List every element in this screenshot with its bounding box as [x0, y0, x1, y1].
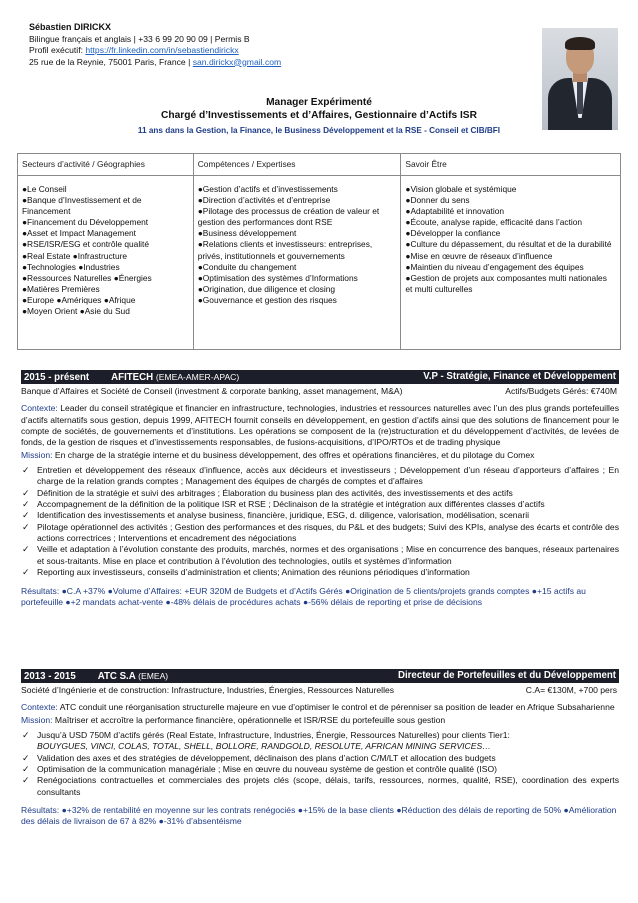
list-item: ●Optimisation des systèmes d’Informations — [197, 272, 358, 283]
job-revenue: C.A= €130M, +700 pers — [525, 685, 617, 695]
job-description: Société d’Ingénierie et de construction: Infrastructure, Industries, Énergies, Ressources Naturelles — [21, 685, 395, 695]
skills-table — [17, 153, 621, 350]
job-mission — [21, 715, 619, 726]
job-period: 2015 - présent — [24, 372, 90, 383]
check-icon: ✓ — [22, 730, 30, 741]
context-text: ATC conduit une réorganisation structurelle majeure en vue d’optimiser le control et de pérenniser sa position de leader en Afrique Subsaharienne — [59, 702, 615, 713]
list-item: ●Matières Premières — [22, 283, 100, 294]
list-item: ●Conduite du changement — [197, 261, 297, 272]
list-item: ●Donner du sens — [405, 195, 470, 206]
list-item: ●Banque d’Investissement et de Financement — [22, 195, 142, 217]
candidate-name: Sébastien DIRICKX — [29, 22, 112, 32]
client-list: BOUYGUES, VINCI, COLAS, TOTAL, SHELL, BOLLORE, RANDGOLD, RESOLUTE, AFRICAN MINING SERVICES… — [37, 741, 491, 752]
list-item: ✓ Définition de la stratégie et suivi des arbitrages ; Élaboration du business plan des activités, des investissements et des actifs — [22, 487, 513, 498]
check-icon: ✓ — [22, 752, 30, 763]
list-item: ✓ Optimisation de la communication managériale ; Mise en œuvre du nouveau système de gestion et contrôle qualité (ISO) — [22, 764, 497, 775]
experience-afitech — [21, 370, 619, 608]
headline — [0, 96, 638, 137]
list-item: ✓ Accompagnement de la définition de la politique ISR et RSE ; Déclinaison de la stratégie et intégration aux différentes classes d’actifs — [22, 499, 545, 510]
job-region: (EMEA) — [138, 671, 169, 681]
list-item: ●Business développement — [197, 228, 297, 239]
list-item: ●Mise en œuvre de réseaux d’influence — [405, 250, 553, 261]
check-icon: ✓ — [22, 499, 30, 510]
list-item: ✓ Renégociations contractuelles et commerciales des projets clés (scope, délais, tarifs, ressources, normes, qualité, RSE), coordination des experts consultants — [22, 775, 619, 797]
skills-header-expertise: Compétences / Expertises — [193, 154, 401, 176]
list-item: ●Adaptabilité et innovation — [405, 206, 505, 217]
results-label: Résultats: — [21, 585, 62, 596]
headline-title: Manager Expérimenté — [266, 97, 372, 108]
list-item: ✓ Veille et adaptation à l’évolution constante des produits, marchés, normes et des organisations ; Mise en concurrence des banques, réseaux partenaires et sous-traitants. Mise en place et contribution à l’évolution des technologies, outils et systèmes d’information — [22, 544, 619, 566]
list-item: ●Origination, due diligence et closing — [197, 283, 336, 294]
skills-header-softskills: Savoir Être — [401, 154, 621, 176]
check-icon: ✓ — [22, 510, 30, 521]
list-item: ●Moyen Orient ●Asie du Sud — [22, 306, 130, 317]
list-item: ●Gouvernance et gestion des risques — [197, 294, 337, 305]
contact-line: Bilingue français et anglais | +33 6 99 20 90 09 | Permis B — [29, 33, 250, 44]
contact-header — [29, 22, 499, 68]
results-text: ●C.A +37% ●Volume d’Affaires: +EUR 320M de Budgets et d’Actifs Gérés ●Origination de 5 clients/projets grands comptes ●+15 actifs au portefeuille ●+2 mandats achat-vente ●-48% délais de procédures achats ●-56% délais de reporting et prise de décisions — [21, 585, 586, 607]
list-item: ●Culture du dépassement, du résultat et de la durabilité — [405, 239, 612, 250]
list-item: ✓ Jusqu’à USD 750M d’actifs gérés (Real Estate, Infrastructure, Industries, Énergie, Ressources Naturelles) pour clients Tier1: BOUYGUES, VINCI, COLAS, TOTAL, SHELL, BOLLORE, RANDGOLD, RESOLUTE, AFRICAN MINING SERVICES… — [22, 730, 510, 752]
results-text: ●+32% de rentabilité en moyenne sur les contrats renégociés ●+15% de la base clients ●Réduction des délais de reporting de 50% ●Amélioration des délais de livraison de 67 à 82% ●-31% d’absentéisme — [21, 805, 617, 827]
check-icon: ✓ — [22, 544, 30, 555]
list-item: ✓ Validation des axes et des stratégies de développement, déclinaison des plans d’action C/M/LT et allocation des budgets — [22, 752, 496, 763]
skills-header-sectors: Secteurs d’activité / Géographies — [18, 154, 194, 176]
job-role: Directeur de Portefeuilles et du Développement — [397, 670, 616, 681]
check-icon: ✓ — [22, 567, 30, 578]
headline-summary: 11 ans dans la Gestion, la Finance, le Business Développement et la RSE - Conseil et CIB/BFI — [137, 125, 501, 135]
list-item: ●Financement du Développement — [22, 217, 149, 228]
results-label: Résultats: — [21, 805, 62, 816]
list-item: ●Ressources Naturelles ●Énergies — [22, 272, 152, 283]
job-role: V.P - Stratégie, Finance et Développement — [423, 371, 616, 382]
list-item: ●Développer la confiance — [405, 228, 501, 239]
skills-softskills-list — [401, 176, 621, 350]
list-item: ●Vision globale et systémique — [405, 184, 517, 194]
profile-line — [29, 45, 499, 56]
check-icon: ✓ — [22, 521, 30, 532]
list-item: ●Technologies ●Industries — [22, 261, 120, 272]
job-budget: Actifs/Budgets Gérés: €740M — [505, 386, 617, 396]
job-company: ATC S.A — [97, 671, 136, 682]
list-item: ✓ Entretien et développement des réseaux d’influence, accès aux décideurs et investisseurs ; Développement d’un réseau d’apporteurs d’affaires ; En charge de la relation grands comptes ; Management des équipes de chargés de comptes et d’affaires — [22, 465, 619, 487]
skills-sectors-list — [18, 176, 194, 350]
check-icon: ✓ — [22, 487, 30, 498]
list-item: ✓ Pilotage opérationnel des activités ; Gestion des performances et des risques, du P&L et des budgets; Suivi des KPIs, analyse des écarts et contrôle des actions correctrices ; Interventions et encadrement des négociations — [22, 521, 619, 544]
list-item: ●Relations clients et investisseurs: entreprises, privés, institutionnels et gouvernements — [197, 239, 373, 261]
list-item: ●Pilotage des processus de création de valeur et gestion des performances dont RSE — [197, 206, 380, 228]
mission-label: Mission: — [21, 714, 55, 725]
job-subline — [21, 386, 619, 397]
job-period: 2013 - 2015 — [24, 671, 76, 682]
job-company: AFITECH — [111, 372, 154, 383]
experience-atc — [21, 669, 619, 828]
job-results — [21, 586, 619, 609]
list-item: ●Gestion d’actifs et d’investissements — [197, 184, 338, 194]
list-item: ●Maintien du niveau d’engagement des équipes ●Gestion de projets aux composantes multi nationales et multi culturelles — [405, 261, 607, 294]
list-item: ✓ Identification des investissements et analyse business, financière, juridique, ESG, d. diligence, valorisation, modélisation, scenarii — [22, 510, 530, 521]
job-header-bar — [21, 669, 619, 683]
mission-text: En charge de la stratégie interne et du business développement, des offres et opérations financières, et du pilotage du Comex — [54, 449, 535, 460]
check-icon: ✓ — [22, 465, 30, 476]
list-item: ●Écoute, analyse rapide, efficacité dans l’action — [405, 217, 583, 228]
job-context — [21, 403, 619, 448]
mission-text: Maîtriser et accroître la performance financière, opérationnelle et ISR/RSE du portefeuille sous gestion — [54, 714, 446, 725]
job-description: Banque d’Affaires et Société de Conseil (investment & corporate banking, asset management, M&A) — [21, 386, 403, 396]
job-header-bar — [21, 370, 619, 384]
address-text: 25 rue de la Reynie, 75001 Paris, France | — [29, 56, 193, 67]
job-subline — [21, 685, 619, 696]
list-item: ●Direction d’activités et d’entreprise — [197, 195, 331, 206]
check-icon: ✓ — [22, 764, 30, 775]
context-text: Leader du conseil stratégique et financier en infrastructure, technologies, industries et ressources naturelles avec l’un des plus grands portefeuilles d’actifs alternatifs sous gestion, depuis 1999, AFITECH fournit conseils en développement, en gestion d’actifs ainsi que des solutions de financement pour le compte de sociétés, de gouvernements et d’institutions. Les opérations se composent de la (re)structuration et du développement d’activités, de levées de fonds, de la gestion de risques et d’investissements responsables, de fusions-acquisitions, d’IPO/RTOs et de trading physique — [21, 403, 619, 448]
list-item: ●Le Conseil — [22, 184, 67, 194]
job-results — [21, 805, 619, 828]
mission-label: Mission: — [21, 449, 55, 460]
job-mission — [21, 450, 619, 461]
check-icon: ✓ — [22, 775, 30, 786]
address-line — [29, 57, 499, 68]
context-label: Contexte: — [21, 403, 61, 414]
list-item: ●Europe ●Amériques ●Afrique — [22, 294, 136, 305]
job-region: (EMEA-AMER-APAC) — [155, 372, 240, 382]
skills-expertise-list — [193, 176, 401, 350]
list-item: ✓ Reporting aux investisseurs, conseils d’administration et clients; Animation des réunions périodiques d’information — [22, 567, 470, 578]
profile-label: Profil exécutif: — [29, 45, 86, 56]
job-achievements — [21, 730, 619, 798]
job-achievements — [21, 465, 619, 578]
list-item: ●Real Estate ●Infrastructure — [22, 250, 128, 261]
context-label: Contexte: — [21, 702, 60, 713]
email-link[interactable]: san.dirickx@gmail.com — [192, 56, 282, 67]
list-item: ●RSE/ISR/ESG et contrôle qualité — [22, 239, 150, 250]
headline-subtitle: Chargé d’Investissements et d’Affaires, Gestionnaire d’Actifs ISR — [161, 110, 477, 122]
list-item: ●Asset et Impact Management — [22, 228, 136, 239]
job-context — [21, 702, 619, 713]
linkedin-link[interactable]: https://fr.linkedin.com/in/sebastiendirickx — [85, 45, 239, 56]
